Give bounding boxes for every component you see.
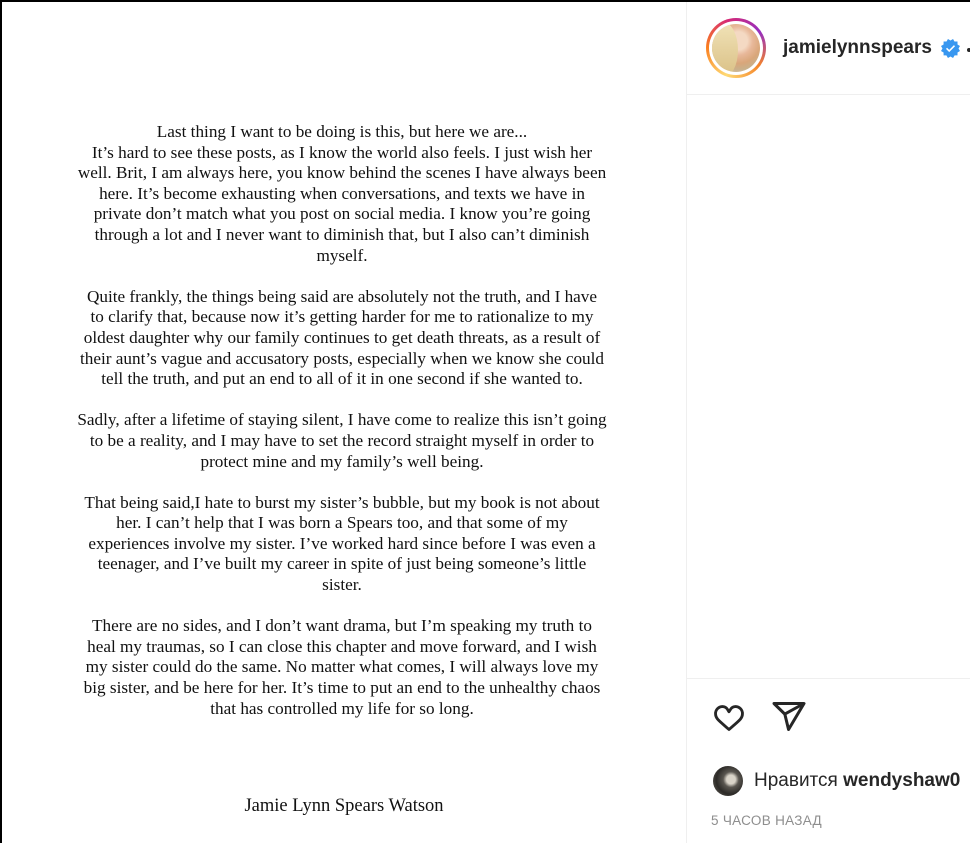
letter-line: Quite frankly, the things being said are absolutely not the truth, and I have (86, 286, 598, 306)
letter-line: tell the truth, and put an end to all of it in one second if she wanted to. (101, 369, 583, 389)
letter-line: sister. (322, 575, 362, 595)
post-header (687, 2, 970, 95)
letter-signature: Jamie Lynn Spears Watson (244, 796, 444, 816)
letter-line: here. It’s become exhausting when conversations, and texts we have in (99, 183, 585, 203)
post-window (2, 2, 970, 843)
letter-line: It’s hard to see these posts, as I know the world also feels. I just wish her (91, 142, 593, 162)
letter-line: Last thing I want to be doing is this, but here we are... (156, 122, 528, 141)
letter-line: to clarify that, because now it’s getting harder for me to rationalize to my (90, 307, 594, 327)
heart-icon[interactable] (711, 701, 747, 735)
letter-line: big sister, and be here for her. It’s time to put an end to the unhealthy chaos (83, 678, 601, 698)
letter-line: There are no sides, and I don’t want drama, but I’m speaking my truth to (92, 616, 592, 636)
share-icon[interactable] (771, 699, 807, 735)
post-sidebar (687, 2, 970, 843)
letter-line: that has controlled my life for so long. (210, 698, 474, 718)
letter-paragraph (32, 616, 652, 719)
letter-line: well. Brit, I am always here, you know behind the scenes I have always been (77, 163, 607, 183)
letter-line: myself. (316, 245, 368, 265)
letter-line: oldest daughter why our family continues to get death threats, as a result of (83, 327, 601, 347)
verified-badge-icon (941, 39, 960, 58)
letter-line: my sister could do the same. No matter what comes, I will always love my (85, 657, 599, 677)
likes-prefix: Нравится (754, 770, 838, 791)
letter-line: That being said,I hate to burst my sister’s bubble, but my book is not about (84, 492, 600, 512)
letter-line: Sadly, after a lifetime of staying silent, I have come to realize this isn’t going (77, 410, 607, 430)
author-avatar[interactable] (706, 18, 766, 78)
letter-text (32, 122, 652, 740)
letter-line: their aunt’s vague and accusatory posts, especially when we know she could (79, 348, 605, 368)
liker-avatar[interactable] (713, 766, 743, 796)
letter-line: experiences involve my sister. I’ve worked hard since before I was even a (88, 533, 596, 553)
letter-line: to be a reality, and I may have to set the record straight myself in order to (89, 430, 595, 450)
author-username[interactable]: jamielynnspears (783, 37, 932, 58)
post-actions (687, 678, 970, 843)
letter-paragraph (32, 410, 652, 472)
letter-line: private don’t match what you post on social media. I know you’re going (93, 204, 591, 224)
likes-text (754, 770, 960, 792)
letter-paragraph (32, 493, 652, 596)
post-timestamp[interactable]: 5 ЧАСОВ НАЗАД (711, 813, 822, 828)
post-image (2, 2, 687, 843)
letter-paragraph (32, 122, 652, 266)
letter-paragraph (32, 287, 652, 390)
letter-line: through a lot and I never want to diminish that, but I also can’t diminish (94, 224, 590, 244)
letter-line: protect mine and my family’s well being. (200, 451, 484, 471)
letter-line: her. I can’t help that I was born a Spears too, and that some of my (116, 513, 568, 533)
letter-line: heal my traumas, so I can close this chapter and move forward, and I wish (87, 636, 597, 656)
liker-username[interactable]: wendyshaw0 (843, 770, 961, 791)
letter-line: teenager, and I’ve built my career in spite of just being someone’s little (97, 554, 587, 574)
